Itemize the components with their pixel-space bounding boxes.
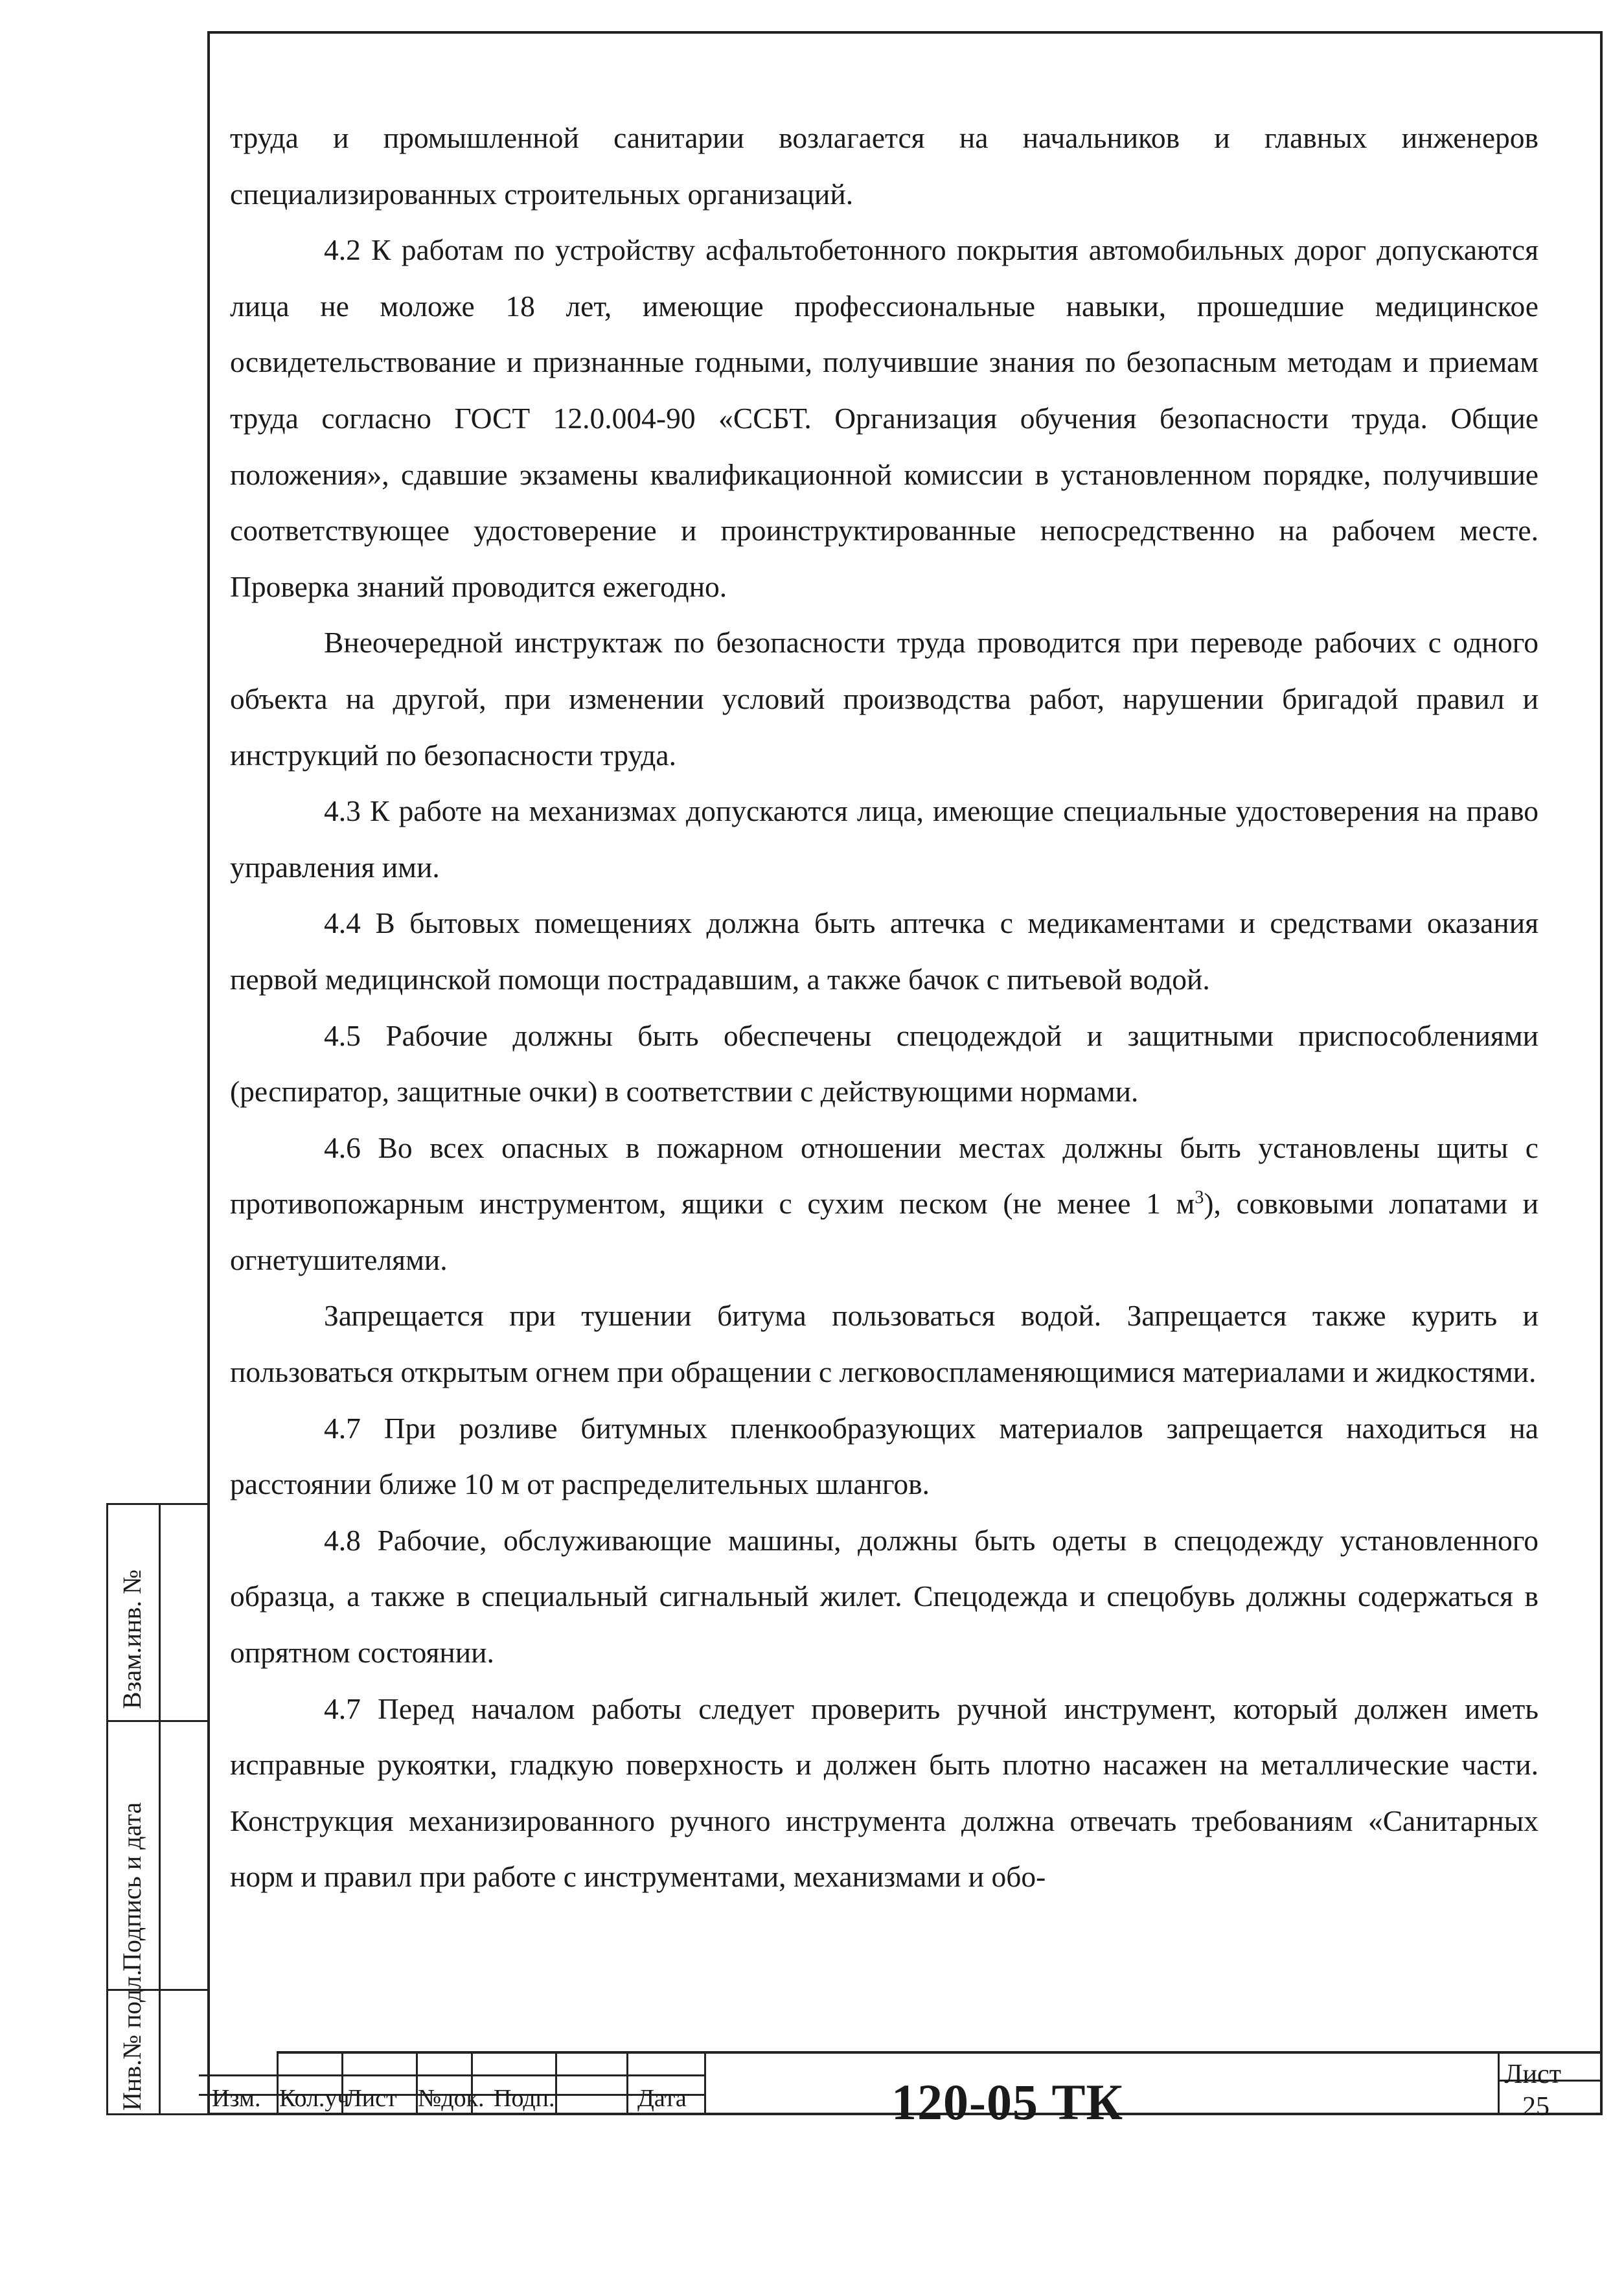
paragraph-4-6-before: 4.6 Во всех опасных в пожарном отношении местах должны быть установлены щиты с противопожарным инструментом, ящики с сухим песком (не менее 1 м bbox=[230, 1131, 1538, 1221]
sheet-label: Лист bbox=[1504, 2060, 1561, 2089]
document-body bbox=[230, 110, 1538, 1905]
label-inv-podl: Инв.№ подл. bbox=[117, 1969, 146, 2111]
header-data: Дата bbox=[637, 2085, 687, 2112]
paragraph-4-7b: 4.7 Перед началом работы следует проверить ручной инструмент, который должен иметь исправные рукоятки, гладкую поверхность и должен быть плотно насажен на металлические части. Конструкция механизированного ручного инструмента должна отвечать требованиям «Санитарных норм и правил при работе с инструментами, механизмами и обо- bbox=[230, 1692, 1538, 1894]
paragraph-1: труда и промышленной санитарии возлагается на начальников и главных инженеров специализированных строительных организаций. bbox=[230, 121, 1538, 211]
header-izm: Изм. bbox=[212, 2085, 261, 2112]
document-number: 120-05 ТК bbox=[891, 2074, 1124, 2130]
superscript: 3 bbox=[1195, 1188, 1204, 1208]
paragraph-4-6-after: ), совковыми лопатами и огнетушителями. bbox=[230, 1187, 1538, 1276]
header-no-dok: №док. bbox=[418, 2085, 485, 2112]
paragraph-4-5: 4.5 Рабочие должны быть обеспечены спецодеждой и защитными приспособлениями (респиратор, защитные очки) в соответствии с действующими нормами. bbox=[230, 1018, 1538, 1108]
paragraph-4-8: 4.8 Рабочие, обслуживающие машины, должны быть одеты в спецодежду установленного образца, а также в специальный сигнальный жилет. Спецодежда и спецобувь должны содержаться в опрятном состоянии. bbox=[230, 1523, 1538, 1670]
paragraph-fire: Запрещается при тушении битума пользоваться водой. Запрещается также курить и пользоваться открытым огнем при обращении с легковоспламеняющимися материалами и жидкостями. bbox=[230, 1299, 1538, 1389]
label-podpis-data: Подпись и дата bbox=[117, 1802, 146, 1971]
paragraph-instruction: Внеочередной инструктаж по безопасности труда проводится при переводе рабочих с одного объекта на другой, при изменении условий производства работ, нарушении бригадой правил и инструкций по безопасности труда. bbox=[230, 626, 1538, 772]
sheet-number: 25 bbox=[1522, 2092, 1550, 2122]
title-block-top-border bbox=[277, 2051, 1603, 2054]
header-podp: Подп. bbox=[494, 2085, 555, 2112]
side-stamp-strip bbox=[106, 1503, 207, 2115]
paragraph-4-7a: 4.7 При розливе битумных пленкообразующих материалов запрещается находиться на расстоянии ближе 10 м от распределительных шлангов. bbox=[230, 1411, 1538, 1501]
paragraph-4-3: 4.3 К работе на механизмах допускаются лица, имеющие специальные удостоверения на право управления ими. bbox=[230, 794, 1538, 884]
header-kol-uch: Кол.уч bbox=[279, 2085, 350, 2112]
header-list: Лист bbox=[345, 2085, 397, 2112]
paragraph-4-4: 4.4 В бытовых помещениях должна быть аптечка с медикаментами и средствами оказания первой медицинской помощи пострадавшим, а также бачок с питьевой водой. bbox=[230, 906, 1538, 996]
grid-line-1 bbox=[199, 2074, 704, 2076]
paragraph-4-6 bbox=[230, 1120, 1538, 1289]
label-vzam-inv: Взам.инв. № bbox=[117, 1569, 146, 1709]
paragraph-4-2: 4.2 К работам по устройству асфальтобетонного покрытия автомобильных дорог допускаются лица не моложе 18 лет, имеющие профессиональные навыки, прошедшие медицинское освидетельствование и признанные годными, получившие знания по безопасным методам и приемам труда согласно ГОСТ 12.0.004-90 «ССБТ. Организация обучения безопасности труда. Общие положения», сдавшие экзамены квалификационной комиссии в установленном порядке, получившие соответствующее удостоверение и проинструктированные непосредственно на рабочем месте. Проверка знаний проводится ежегодно. bbox=[230, 233, 1538, 603]
